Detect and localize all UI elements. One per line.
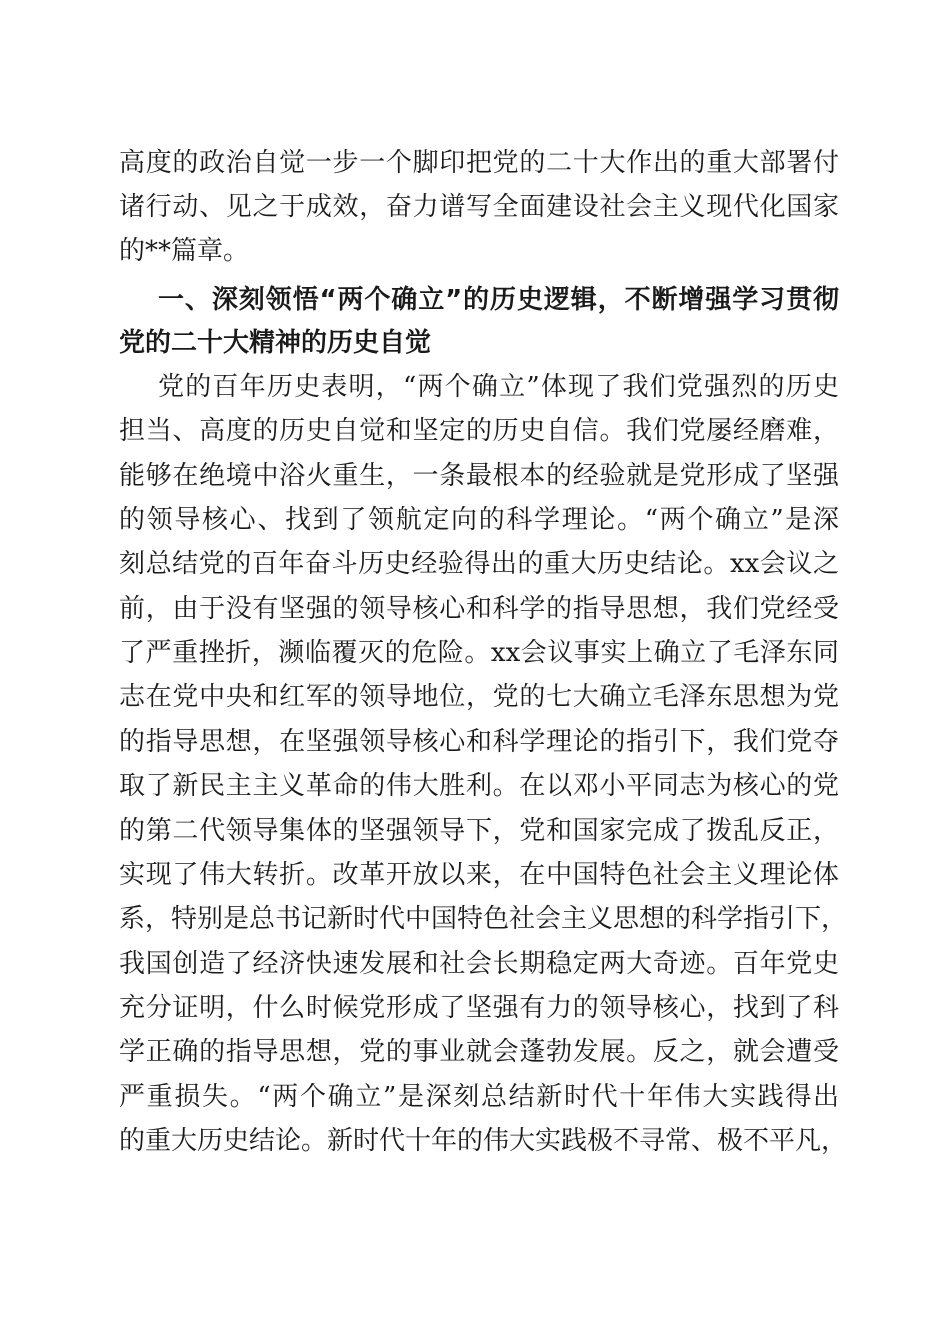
body-line: 的指导思想，在坚强领导核心和科学理论的指引下，我们党夺 [119, 727, 839, 757]
body-line: 刻总结党的百年奋斗历史经验得出的重大历史结论。xx会议之 [119, 549, 839, 579]
intro-line: 的**篇章。 [119, 236, 250, 266]
body-line: 党的百年历史表明，“两个确立”体现了我们党强烈的历史 [158, 372, 839, 402]
body-line: 严重损失。“两个确立”是深刻总结新时代十年伟大实践得出 [119, 1082, 839, 1112]
body-line: 的第二代领导集体的坚强领导下，党和国家完成了拨乱反正， [119, 816, 839, 846]
body-line: 我国创造了经济快速发展和社会长期稳定两大奇迹。百年党史 [119, 949, 839, 979]
intro-line: 诸行动、见之于成效，奋力谱写全面建设社会主义现代化国家 [119, 192, 839, 222]
body-line: 了严重挫折，濒临覆灭的危险。xx会议事实上确立了毛泽东同 [119, 638, 839, 668]
body-line: 实现了伟大转折。改革开放以来，在中国特色社会主义理论体 [119, 860, 839, 890]
body-line: 志在党中央和红军的领导地位，党的七大确立毛泽东思想为党 [119, 682, 839, 712]
body-line: 的领导核心、找到了领航定向的科学理论。“两个确立”是深 [119, 505, 839, 535]
body-line: 学正确的指导思想，党的事业就会蓬勃发展。反之，就会遭受 [119, 1037, 839, 1067]
body-line: 担当、高度的历史自觉和坚定的历史自信。我们党屡经磨难， [119, 416, 839, 446]
body-line: 系，特别是总书记新时代中国特色社会主义思想的科学指引下， [119, 904, 848, 934]
section-heading-line: 一、深刻领悟“两个确立”的历史逻辑，不断增强学习贯彻 [158, 285, 839, 315]
body-line: 能够在绝境中浴火重生，一条最根本的经验就是党形成了坚强 [119, 461, 839, 491]
body-line: 前，由于没有坚强的领导核心和科学的指导思想，我们党经受 [119, 594, 839, 624]
body-line: 的重大历史结论。新时代十年的伟大实践极不寻常、极不平凡， [119, 1126, 848, 1156]
section-heading-line: 党的二十大精神的历史自觉 [119, 328, 432, 358]
body-line: 充分证明，什么时候党形成了坚强有力的领导核心，找到了科 [119, 993, 839, 1023]
intro-line: 高度的政治自觉一步一个脚印把党的二十大作出的重大部署付 [119, 148, 839, 178]
body-line: 取了新民主主义革命的伟大胜利。在以邓小平同志为核心的党 [119, 771, 839, 801]
